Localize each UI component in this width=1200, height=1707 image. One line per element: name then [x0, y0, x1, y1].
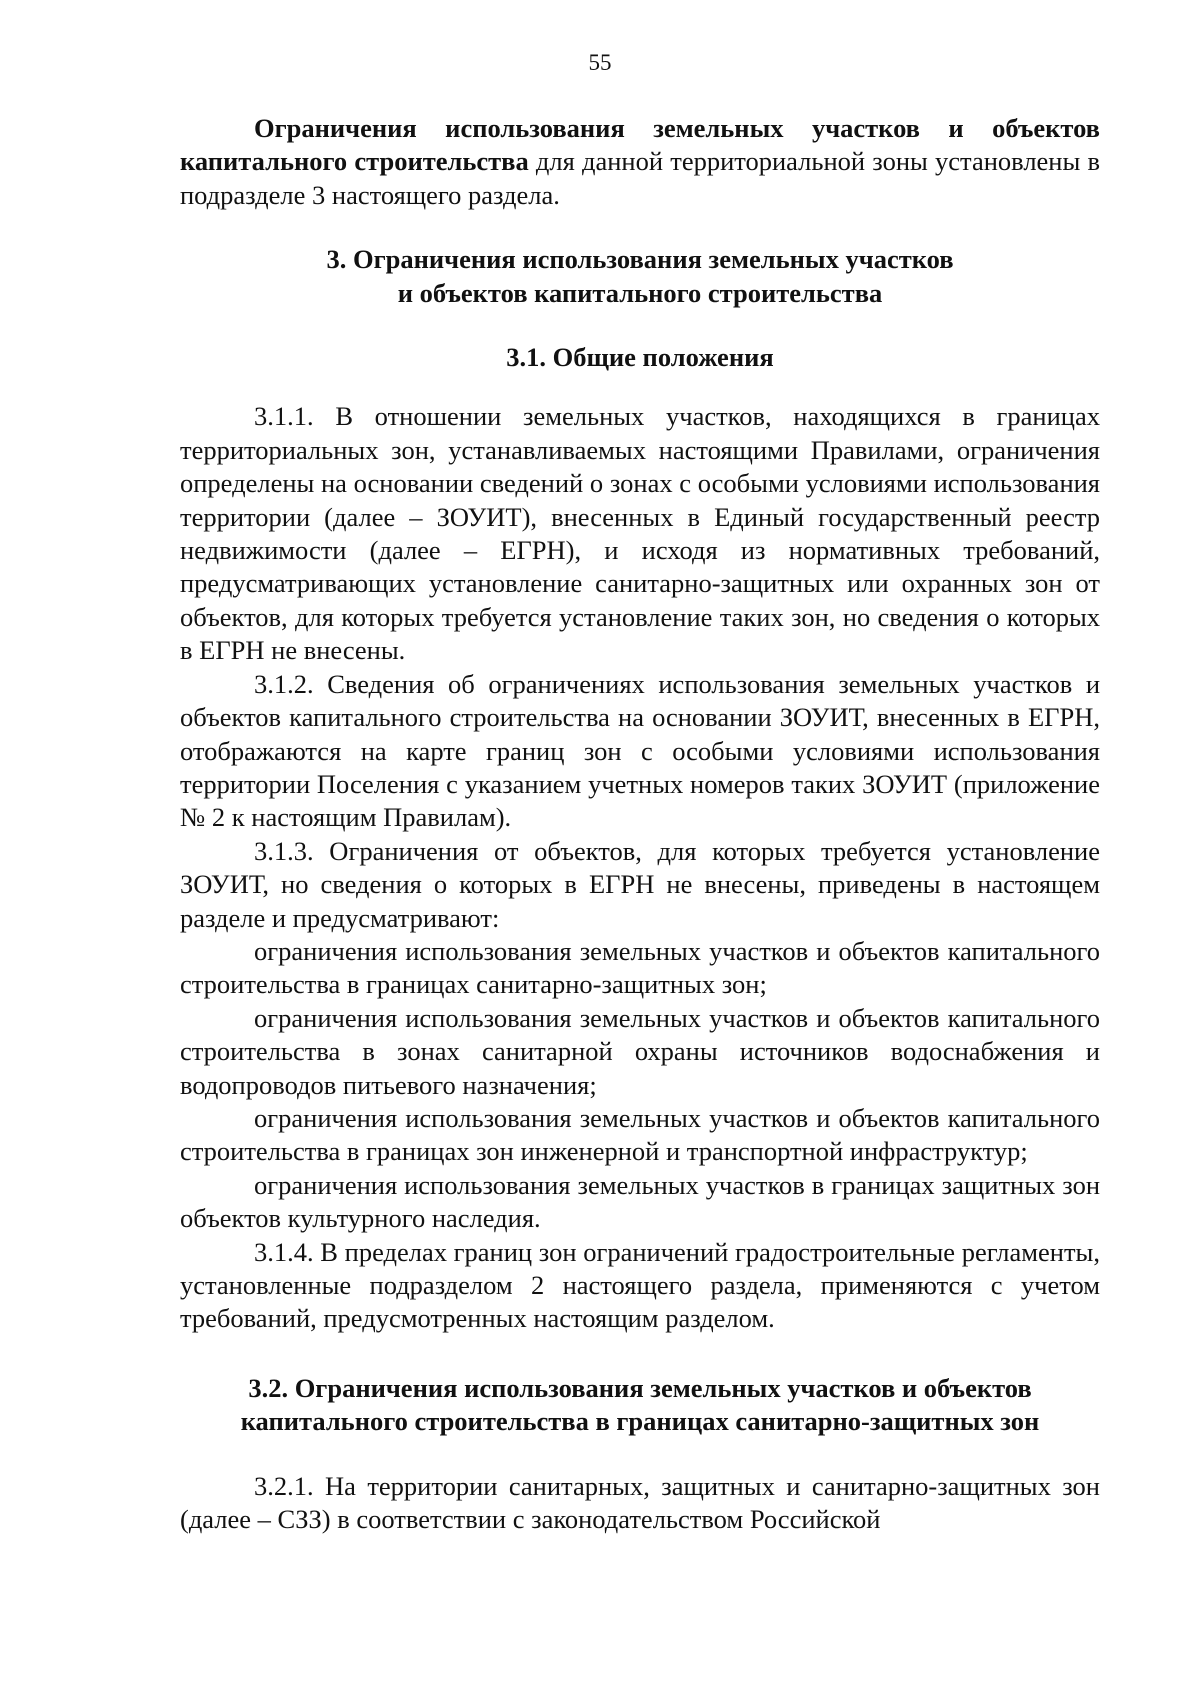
intro-bold-text: Ограничения использования земельных участков и объектов капитального строительства: [180, 113, 1100, 177]
list-item: ограничения использования земельных участков и объектов капитального строительства в зонах санитарной охраны источников водоснабжения и водопроводов питьевого назначения;: [180, 1002, 1100, 1100]
list-item: ограничения использования земельных участков и объектов капитального строительства в границах санитарно-защитных зон;: [180, 935, 1100, 1000]
section-3-2-heading: [180, 1372, 1100, 1439]
document-body: [180, 112, 1100, 1536]
list-item: ограничения использования земельных участков и объектов капитального строительства в границах зон инженерной и транспортной инфраструктур;: [180, 1102, 1100, 1167]
intro-paragraph: [180, 112, 1100, 212]
paragraph-3-1-1: 3.1.1. В отношении земельных участков, находящихся в границах территориальных зон, устанавливаемых настоящими Правилами, ограничения определены на основании сведений о зонах с особыми условиями использования территории (далее – ЗОУИТ), внесенных в Единый государственный реестр недвижимости (далее – ЕГРН), и исходя из нормативных требований, предусматривающих установление санитарно-защитных или охранных зон от объектов, для которых требуется установление таких зон, но сведения о которых в ЕГРН не внесены.: [180, 401, 1100, 666]
list-item: ограничения использования земельных участков в границах защитных зон объектов культурного наследия.: [180, 1169, 1100, 1234]
section-3-heading-line-2: и объектов капитального строительства: [397, 277, 883, 308]
intro-regular-text: для данной территориальной зоны установлены в подразделе 3 настоящего раздела.: [180, 146, 1100, 210]
paragraph-3-1-4: 3.1.4. В пределах границ зон ограничений градостроительные регламенты, установленные подразделом 2 настоящего раздела, применяются с учетом требований, предусмотренных настоящим разделом.: [180, 1236, 1100, 1334]
section-3-heading-line-1: 3. Ограничения использования земельных участков: [326, 244, 954, 275]
section-3-heading: [180, 243, 1100, 310]
paragraph-3-1-3: 3.1.3. Ограничения от объектов, для которых требуется установление ЗОУИТ, но сведения о которых в ЕГРН не внесены, приведены в настоящем разделе и предусматривают:: [180, 835, 1100, 933]
section-3-1-heading: 3.1. Общие положения: [506, 342, 774, 373]
page-number: 55: [588, 50, 612, 75]
section-3-2-heading-line-1: 3.2. Ограничения использования земельных участков и объектов: [248, 1372, 1032, 1403]
paragraph-3-1-2: 3.1.2. Сведения об ограничениях использования земельных участков и объектов капитального строительства на основании ЗОУИТ, внесенных в ЕГРН, отображаются на карте границ зон с особыми условиями использования территории Поселения с указанием учетных номеров таких ЗОУИТ (приложение № 2 к настоящим Правилам).: [180, 668, 1100, 833]
paragraph-3-2-1: 3.2.1. На территории санитарных, защитных и санитарно-защитных зон (далее – СЗЗ) в соответствии с законодательством Российской: [180, 1470, 1100, 1535]
section-3-2-heading-line-2: капитального строительства в границах санитарно-защитных зон: [240, 1406, 1040, 1437]
